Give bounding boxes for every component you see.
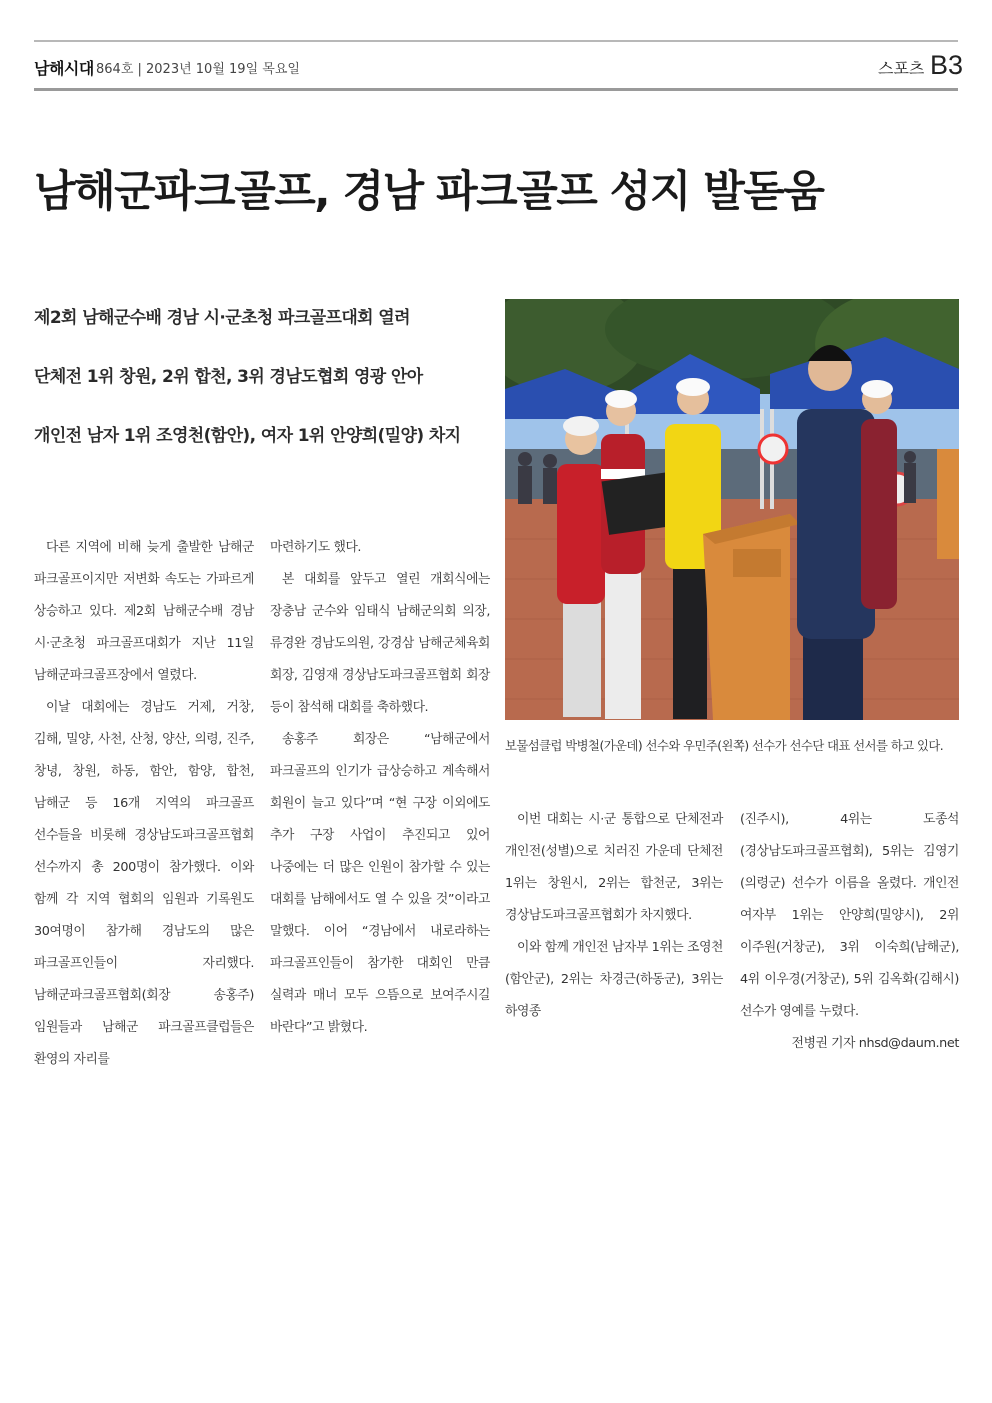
body-column-4: (진주시), 4위는 도종석(경상남도파크골프협회), 5위는 김영기(의령군) 선수가 이름을 올렸다. 개인전 여자부 1위는 안양희(밀양시), 2위 이주원(거창군), 3위 이숙희(남해군), 4위 이우경(거창군), 5위 김옥화(김해시) 선수가 영예를 누렸다. 전병권 기자 nhsd@daum.net	[740, 804, 959, 1060]
paragraph: 마련하기도 했다.	[270, 540, 362, 555]
subhead-3: 개인전 남자 1위 조영천(함안), 여자 1위 안양희(밀양) 차지	[34, 426, 461, 446]
paragraph: (진주시), 4위는 도종석(경상남도파크골프협회), 5위는 김영기(의령군) 선수가 이름을 올렸다. 개인전 여자부 1위는 안양희(밀양시), 2위 이주원(거창군), 3위 이숙희(남해군), 4위 이우경(거창군), 5위 김옥화(김해시) 선수가 영예를 누렸다.	[740, 812, 959, 1019]
paragraph: 송홍주 회장은 “남해군에서 파크골프의 인기가 급상승하고 계속해서 회원이 늘고 있다”며 “현 구장 이외에도 추가 구장 사업이 추진되고 있어 나중에는 더 많은 인원이 참가할 수 있는 대회를 남해에서도 열 수 있을 것”이라고 말했다. 이어 “경남에서 내로라하는 파크골프인들이 참가한 대회인 만큼 실력과 매너 모두 으뜸으로 보여주시길 바란다”고 밝혔다.	[270, 732, 490, 1035]
masthead-logo: 남해시대	[34, 59, 94, 78]
paragraph: 이날 대회에는 경남도 거제, 거창, 김해, 밀양, 사천, 산청, 양산, 의령, 진주, 창녕, 창원, 하동, 함안, 함양, 합천, 남해군 등 16개 지역의 파크골프 선수들을 비롯해 경상남도파크골프협회 선수까지 총 200명이 참가했다. 이와 함께 각 지역 협회의 임원과 기록원도 30여명이 참가해 경남도의 많은 파크골프인들이 자리했다. 남해군파크골프협회(회장 송홍주) 임원들과 남해군 파크골프클럽들은 환영의 자리를	[34, 700, 254, 1067]
top-rule	[34, 40, 958, 42]
photo-caption: 보물섬클럽 박병철(가운데) 선수와 우민주(왼쪽) 선수가 선수단 대표 선서를 하고 있다.	[505, 739, 944, 753]
subhead-1: 제2회 남해군수배 경남 시·군초청 파크골프대회 열려	[34, 308, 410, 328]
paragraph: 이번 대회는 시·군 통합으로 단체전과 개인전(성별)으로 치러진 가운데 단체전 1위는 창원시, 2위는 합천군, 3위는 경상남도파크골프협회가 차지했다.	[505, 812, 723, 923]
article-photo	[505, 299, 959, 720]
body-column-1	[34, 532, 254, 1076]
podium	[703, 514, 800, 720]
paragraph: 본 대회를 앞두고 열린 개회식에는 장충남 군수와 임태식 남해군의회 의장, 류경완 경남도의원, 강경삼 남해군체육회 회장, 김영재 경상남도파크골프협회 회장 등이 참석해 대회를 축하했다.	[270, 572, 490, 715]
subhead-2: 단체전 1위 창원, 2위 합천, 3위 경남도협회 영광 안아	[34, 367, 423, 387]
body-column-3	[505, 804, 723, 1028]
headline: 남해군파크골프, 경남 파크골프 성지 발돋움	[34, 167, 824, 217]
body-column-2	[270, 532, 490, 1044]
header-rule	[34, 88, 958, 91]
paragraph: 이와 함께 개인전 남자부 1위는 조영천(함안군), 2위는 차경근(하동군), 3위는 하영종	[505, 940, 723, 1019]
issue-info: 864호 | 2023년 10월 19일 목요일	[96, 62, 300, 77]
page-number: B3	[930, 50, 964, 80]
section-label: 스포츠	[878, 59, 925, 78]
paragraph: 다른 지역에 비해 늦게 출발한 남해군 파크골프이지만 저변화 속도는 가파르게 상승하고 있다. 제2회 남해군수배 경남 시·군초청 파크골프대회가 지난 11일 남해군파크골프장에서 열렸다.	[34, 540, 254, 683]
